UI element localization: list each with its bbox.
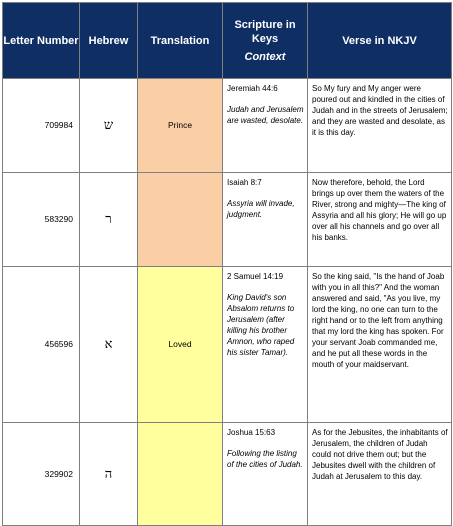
- letter-number-cell: 709984: [3, 79, 80, 173]
- scripture-context: Judah and Jerusalem are wasted, desolate.: [227, 105, 304, 125]
- header-scripture: [223, 3, 308, 79]
- hebrew-letter-cell: ש: [80, 79, 138, 173]
- scripture-cell: [223, 173, 308, 267]
- letter-number-cell: 456596: [3, 267, 80, 423]
- scripture-reference: Joshua 15:63: [227, 428, 276, 437]
- header-hebrew: Hebrew: [80, 3, 138, 79]
- scripture-context: Following the listing of the cities of Judah.: [227, 449, 303, 469]
- translation-cell: [138, 173, 223, 267]
- table-row: [3, 423, 452, 526]
- scripture-cell: [223, 267, 308, 423]
- scripture-context: Assyria will invade, judgment.: [227, 199, 295, 219]
- scripture-reference: Isaiah 8:7: [227, 178, 262, 187]
- hebrew-letter-cell: א: [80, 267, 138, 423]
- scripture-context: King David's son Absalom returns to Jerusalem (after killing his brother Amnon, who raped his sister Tamar).: [227, 293, 295, 357]
- header-letter-number: Letter Number: [3, 3, 80, 79]
- translation-cell: [138, 423, 223, 526]
- header-scripture-label: Scripture in Keys: [234, 18, 296, 45]
- verse-cell: Now therefore, behold, the Lord brings up over them the waters of the River, strong and mighty—The king of Assyria and all his glory; He will go up over all his channels and go over all his banks.: [308, 173, 452, 267]
- table-row: [3, 173, 452, 267]
- hebrew-letter-cell: ה: [80, 423, 138, 526]
- header-translation: Translation: [138, 3, 223, 79]
- scripture-reference: Jeremiah 44:6: [227, 84, 278, 93]
- table-row: [3, 267, 452, 423]
- verse-cell: So the king said, "Is the hand of Joab with you in all this?" And the woman answered and said, "As you live, my lord the king, no one can turn to the right hand or to the left from anything that my lord the king has spoken. For your servant Joab commanded me, and he put all these words in the mouth of your maidservant.: [308, 267, 452, 423]
- scripture-cell: [223, 79, 308, 173]
- header-verse: Verse in NKJV: [308, 3, 452, 79]
- scripture-cell: [223, 423, 308, 526]
- table-row: [3, 79, 452, 173]
- header-context-label: Context: [244, 50, 286, 63]
- header-row: [3, 3, 452, 79]
- scripture-reference: 2 Samuel 14:19: [227, 272, 284, 281]
- verse-cell: So My fury and My anger were poured out and kindled in the cities of Judah and in the streets of Jerusalem; and they are wasted and desolate, as it is this day.: [308, 79, 452, 173]
- translation-cell: Prince: [138, 79, 223, 173]
- hebrew-letter-cell: ר: [80, 173, 138, 267]
- letter-number-cell: 329902: [3, 423, 80, 526]
- letter-number-cell: 583290: [3, 173, 80, 267]
- translation-cell: Loved: [138, 267, 223, 423]
- scripture-table: [2, 2, 452, 526]
- verse-cell: As for the Jebusites, the inhabitants of Jerusalem, the children of Judah could not drive them out; but the Jebusites dwell with the children of Judah at Jerusalem to this day.: [308, 423, 452, 526]
